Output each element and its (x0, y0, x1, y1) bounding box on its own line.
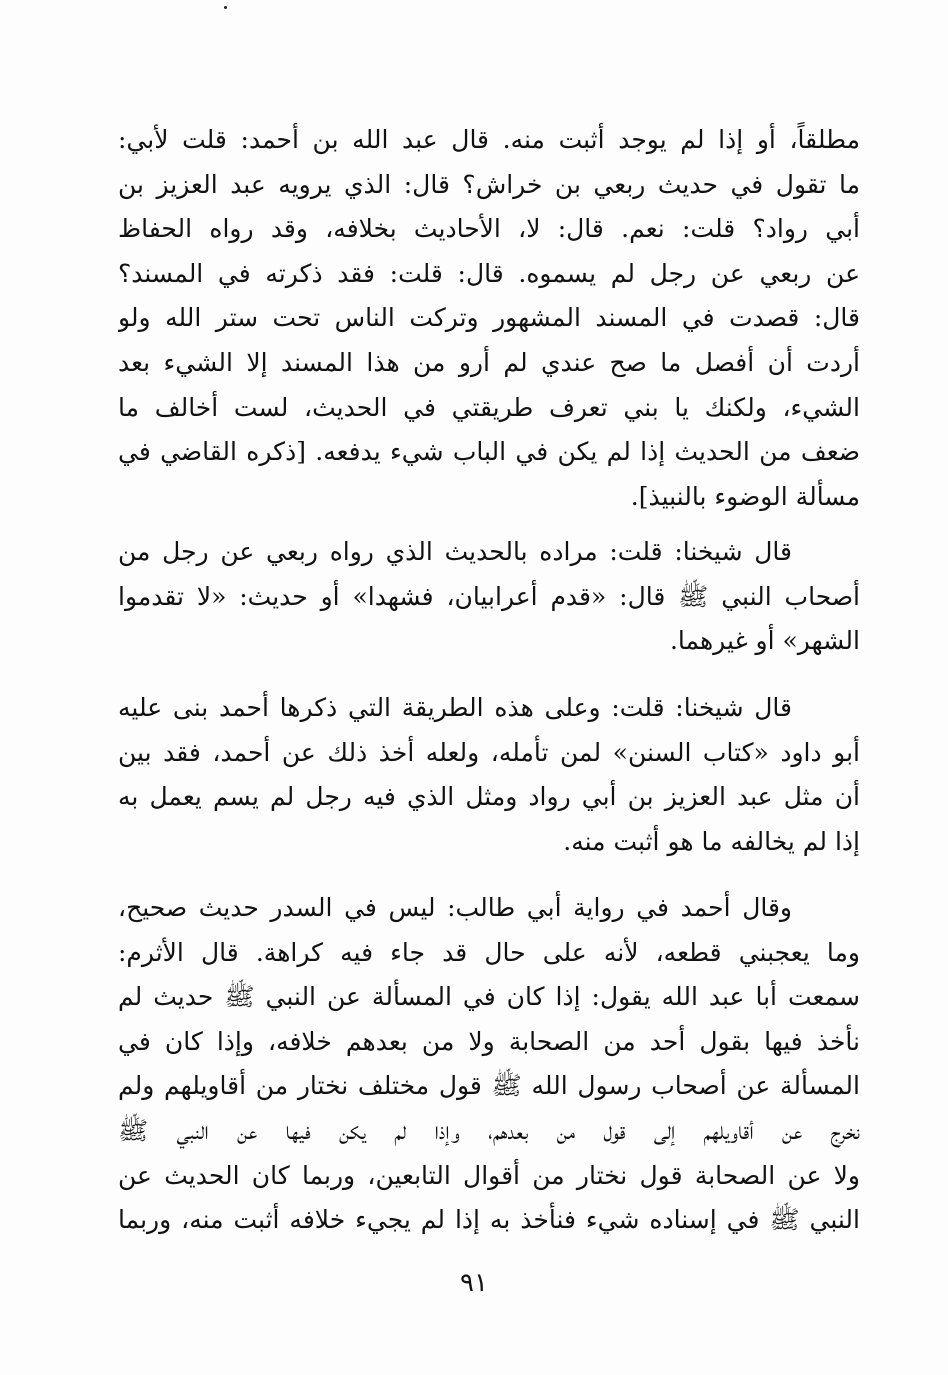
text-line: أبو داود «كتاب السنن» لمن تأمله، ولعله أخذ ذلك عن أحمد، فقد بين (118, 737, 860, 767)
text-line: المسألة عن أصحاب رسول الله ﷺ قول مختلف نختار من أقاويلهم ولم (118, 1071, 860, 1101)
text-line: أردت أن أفصل ما صح عندي لم أرو من هذا المسند إلا الشيء بعد (118, 347, 860, 377)
text-line: مطلقاً، أو إذا لم يوجد أثبت منه. قال عبد الله بن أحمد: قلت لأبي: (118, 125, 860, 154)
paragraph-3 (118, 686, 860, 864)
text-line: إذا لم يخالفه ما هو أثبت منه. (563, 826, 860, 856)
text-line: قال شيخنا: قلت: مراده بالحديث الذي رواه ربعي عن رجل من (118, 537, 792, 566)
text-line: عن ربعي عن رجل لم يسموه. قال: قلت: فقد ذكرته في المسند؟ (118, 258, 860, 288)
text-line: النبي ﷺ في إسناده شيء فنأخذ به إذا لم يجيء خلافه أثبت منه، وربما (118, 1205, 860, 1235)
text-line: ما تقول في حديث ربعي بن خراش؟ قال: الذي يرويه عبد العزيز بن (118, 169, 860, 199)
text-line: قال شيخنا: قلت: وعلى هذه الطريقة التي ذكرها أحمد بنى عليه (118, 693, 792, 722)
page-number: ٩١ (460, 1268, 488, 1298)
text-line: وما يعجبني قطعه، لأنه على حال قد جاء فيه كراهة. قال الأثرم: (118, 937, 860, 967)
text-line: وقال أحمد في رواية أبي طالب: ليس في السدر حديث صحيح، (118, 893, 792, 922)
paragraph-2 (118, 530, 860, 664)
text-line: أبي رواد؟ قلت: نعم. قال: لا، الأحاديث بخلافه، وقد رواه الحفاظ (118, 214, 860, 244)
ink-dot (224, 6, 227, 9)
text-line: نخرج عن أقاويلهم إلى قول من بعدهم، وإذا لم يكن فيها عن النبي ﷺ (118, 1115, 860, 1145)
text-line: نأخذ فيها بقول أحد من الصحابة ولا من بعدهم خلافه، وإذا كان في (118, 1026, 860, 1056)
text-line: أصحاب النبي ﷺ قال: «قدم أعرابيان، فشهدا» أو حديث: «لا تقدموا (118, 581, 860, 611)
text-line: مسألة الوضوء بالنبيذ]. (630, 481, 860, 511)
text-line: الشيء، ولكنك يا بني تعرف طريقتي في الحديث، لست أخالف ما (118, 392, 860, 422)
text-line: الشهر» أو غيرهما. (669, 626, 860, 656)
paragraph-1 (118, 118, 860, 519)
paragraph-4 (118, 886, 860, 1243)
text-line: قال: قصدت في المسند المشهور وتركت الناس تحت ستر الله ولو (118, 303, 860, 333)
text-line: ولا عن الصحابة قول نختار من أقوال التابعين، وربما كان الحديث عن (118, 1160, 860, 1190)
text-line: أن مثل عبد العزيز بن أبي رواد ومثل الذي فيه رجل لم يسم يعمل به (118, 782, 860, 812)
text-line: ضعف من الحديث إذا لم يكن في الباب شيء يدفعه. [ذكره القاضي في (118, 437, 860, 467)
text-line: سمعت أبا عبد الله يقول: إذا كان في المسألة عن النبي ﷺ حديث لم (118, 982, 860, 1012)
